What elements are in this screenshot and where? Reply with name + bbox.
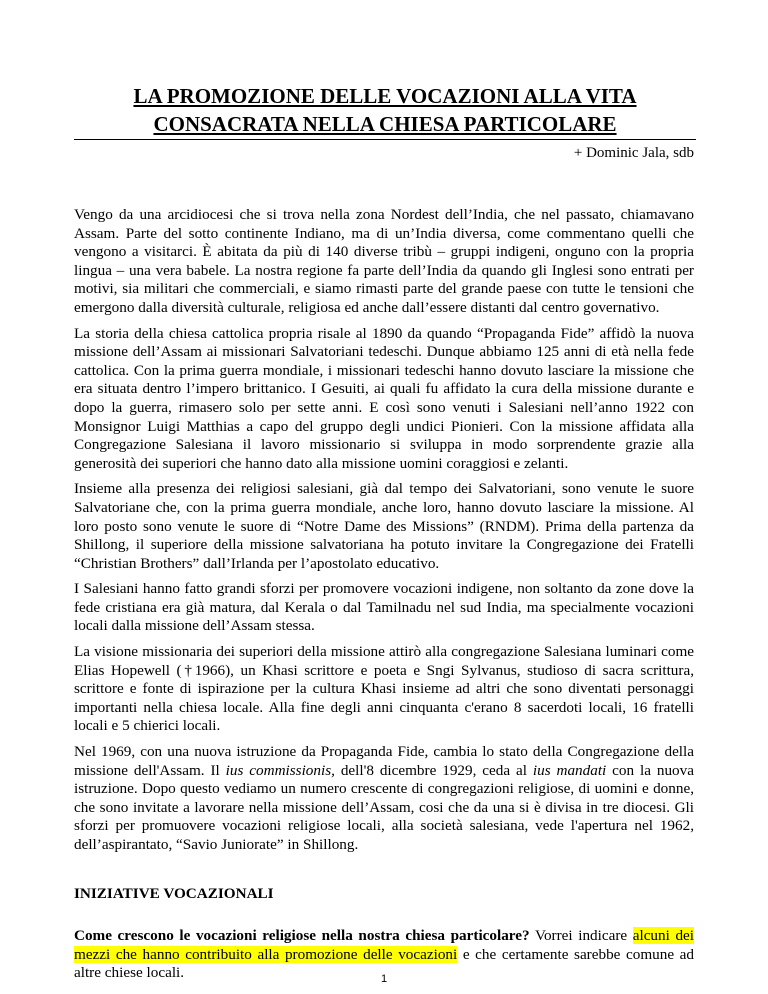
ius-mandati-term: ius mandati: [532, 761, 607, 779]
document-body: [74, 206, 694, 990]
document-title: [74, 82, 696, 138]
paragraph-4: I Salesiani hanno fatto grandi sforzi per promovere vocazioni indigene, non soltanto da zone dove la fede cristiana era già matura, dal Kerala o dal Tamilnadu nel sud India, ma specialmente vocazioni locali dalla missione dell’Assam stessa.: [74, 580, 694, 635]
author-line: + Dominic Jala, sdb: [573, 145, 694, 161]
final-text-1: Vorrei indicare: [529, 927, 633, 945]
title-line-2: CONSACRATA NELLA CHIESA PARTICOLARE: [153, 112, 617, 136]
paragraph-6: [74, 743, 694, 855]
ius-commissionis-term: ius commissionis,: [225, 761, 335, 779]
paragraph-6-part-1: Nel 1969, con una nuova istruzione da Propaganda Fide, cambia lo stato della Congregazione della missione dell'Assam. Il: [74, 743, 694, 779]
paragraph-6-part-2: dell'8 dicembre 1929, ceda al: [334, 761, 533, 779]
lead-question: Come crescono le vocazioni religiose nella nostra chiesa particolare?: [74, 927, 530, 945]
paragraph-1: Vengo da una arcidiocesi che si trova nella zona Nordest dell’India, che nel passato, chiamavano Assam. Parte del sotto continente Indiano, ma di un’India diversa, come commentano quelli che vengono a visitarci. È abitata da più di 140 diverse tribù – gruppi indigeni, onguno con la propria lingua – una vera babele. La nostra regione fa parte dell’India da quando gli Inglesi sono entrati per motivi, sia militari che commerciali, e siamo rimasti parte del grande paese con tutte le tensioni che emergono dalla diversità culturale, religiosa ed anche dall’essere distanti dal centro governativo.: [74, 206, 694, 316]
paragraph-5: La visione missionaria dei superiori della missione attirò alla congregazione Salesiana luminari come Elias Hopewell (†1966), un Khasi scrittore e poeta e Sngi Sylvanus, studioso di sacra scrittura, scrittore e fonte di ispirazione per la cultura Khasi insieme ad altri che sono diventati personaggi importanti nella chiesa locale. Alla fine degli anni cinquanta c'erano 8 sacerdoti locali, 16 fratelli locali e 5 chierici locali.: [74, 643, 694, 735]
paragraph-3: Insieme alla presenza dei religiosi salesiani, già dal tempo dei Salvatoriani, sono venute le suore Salvatoriane che, con la prima guerra mondiale, anche loro, hanno dovuto lasciare la missione. Al loro posto sono venute le suore di “Notre Dame des Missions” (RNDM). Prima della partenza da Shillong, il superiore della missione salvatoriana ha potuto invitare la Congregazione dei Fratelli “Christian Brothers” dall’Irlanda per l’apostolato educativo.: [74, 480, 694, 572]
paragraph-6-part-3: con la nuova istruzione. Dopo questo vediamo un numero crescente di congregazioni religiose, di uomini e donne, che sono invitate a lavorare nella missione dell’Assam, cosi che da una si è divisa in tre diocesi. Gli sforzi per promuovere vocazioni religiose locali, alla società salesiana, vede l'apertura nel 1962, dell’aspirantato, “Savio Juniorate” in Shillong.: [74, 761, 694, 853]
section-heading: INIZIATIVE VOCAZIONALI: [74, 884, 274, 902]
highlighted-text: alcuni dei mezzi che hanno contribuito alla promozione delle vocazioni: [74, 927, 694, 963]
title-divider: [74, 139, 696, 140]
title-line-1: LA PROMOZIONE DELLE VOCAZIONI ALLA VITA: [133, 84, 637, 108]
final-text-2: e che certamente sarebbe comune ad altre chiese locali.: [74, 945, 695, 982]
page-number: 1: [380, 973, 388, 985]
paragraph-2: La storia della chiesa cattolica propria risale al 1890 da quando “Propaganda Fide” affidò la nuova missione dell’Assam ai missionari Salvatoriani tedeschi. Dunque abbiamo 125 anni di età nella fede cattolica. Con la prima guerra mondiale, i missionari tedeschi hanno dovuto lasciare la missione che era situata dentro l’impero brittanico. I Gesuiti, ai quali fu affidato la cura della missione durante e dopo la guerra, rimasero solo per sette anni. E così sono venuti i Salesiani nell’anno 1922 con Monsignor Luigi Matthias a capo del gruppo degli undici Pionieri. Con la missione affidata alla Congregazione Salesiana il lavoro missionario si sviluppa in modo sorprendente grazie alla generosità dei superiori che hanno dato alla missione uomini coraggiosi e zelanti.: [74, 324, 694, 472]
